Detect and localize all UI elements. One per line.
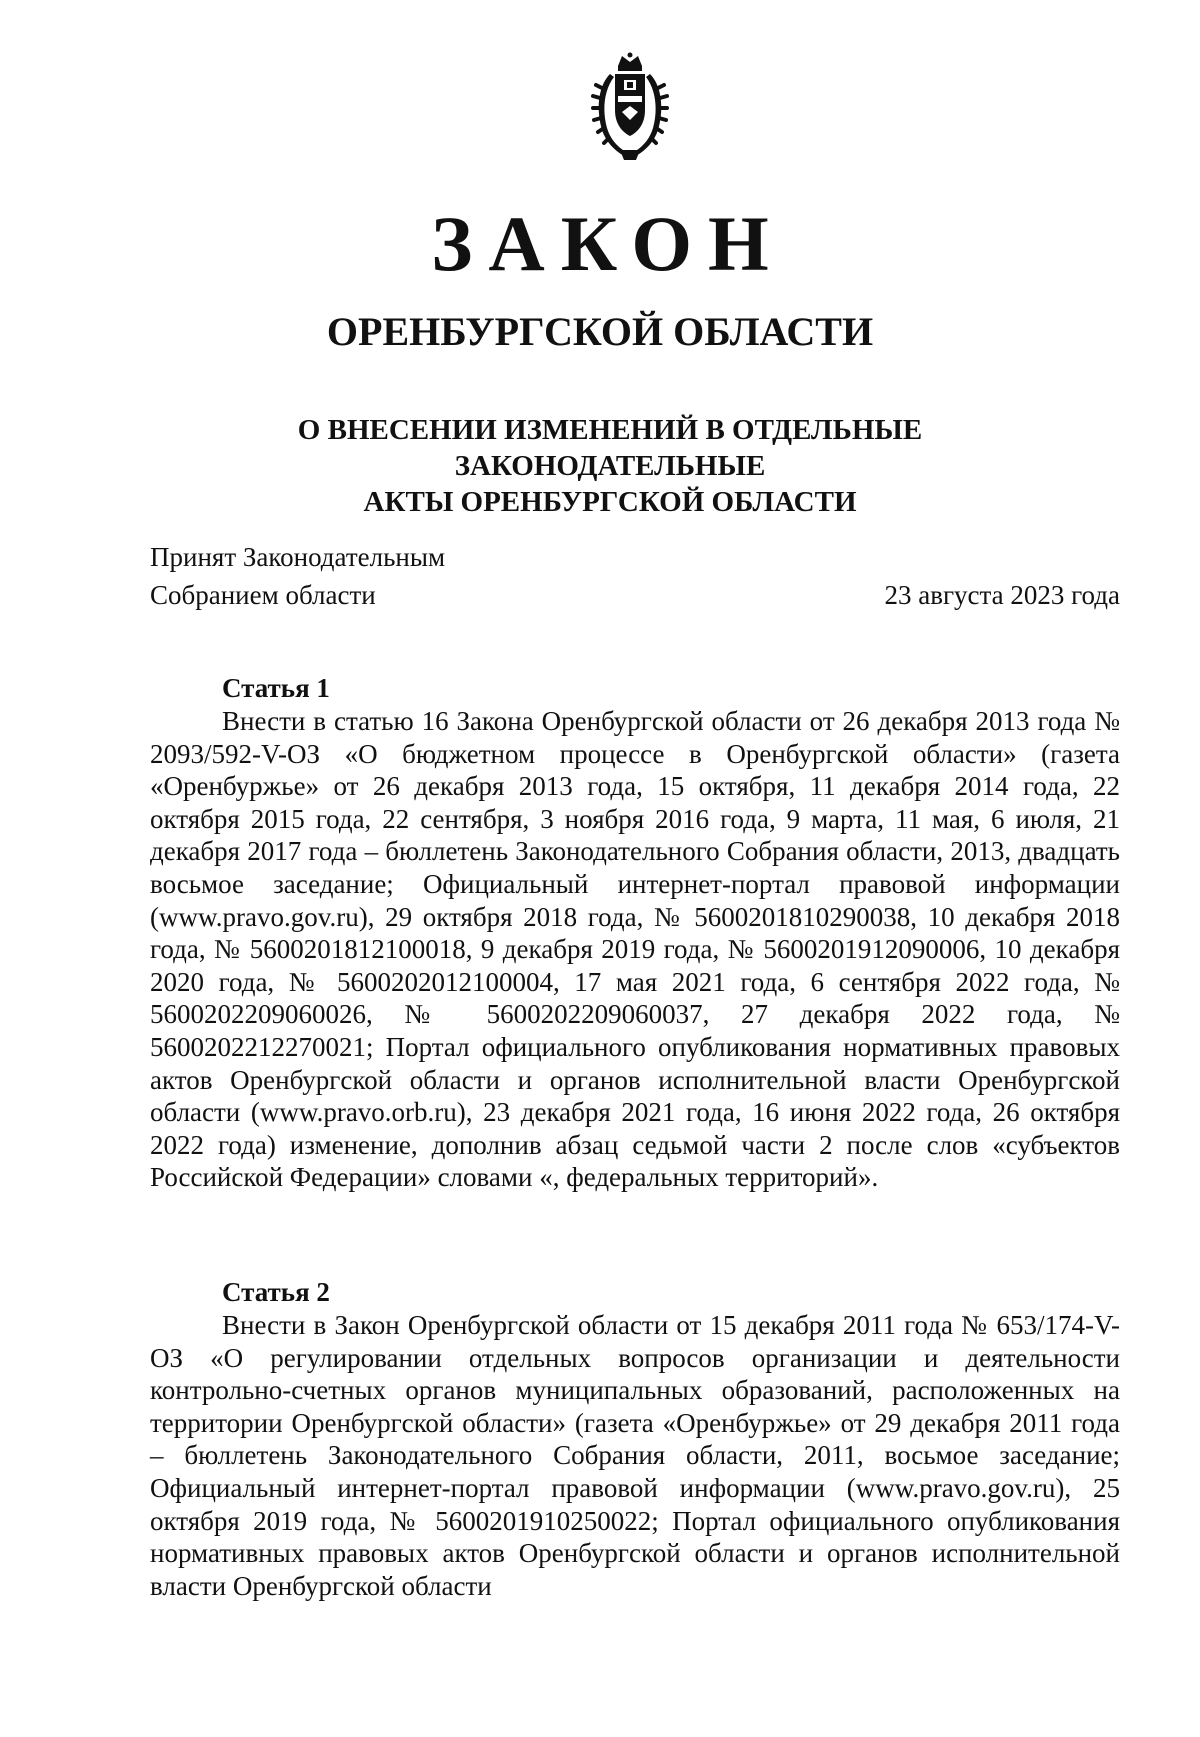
article-text: Внести в Закон Оренбургской области от 15 декабря 2011 года № 653/174-V-ОЗ «О регулировании отдельных вопросов организации и деятельности контрольно-счетных органов муниципальных образований, расположенных на территории Оренбургской области» (газета «Оренбуржье» от 29 декабря 2011 года – бюллетень Законодательного Собрания области, 2011, восьмое заседание; Официальный интернет-портал правовой информации (www.pravo.gov.ru), 25 октября 2019 года, № 5600201910250022; Портал официального опубликования нормативных правовых актов Оренбургской области и органов исполнительной власти Оренбургской области — [150, 1310, 1120, 1601]
law-title: ЗАКОН — [431, 200, 785, 287]
law-subject-line: АКТЫ ОРЕНБУРГСКОЙ ОБЛАСТИ — [363, 486, 857, 518]
article-2 — [150, 1276, 1120, 1602]
article-heading: Статья 2 — [222, 1277, 330, 1307]
law-subject — [140, 412, 1080, 520]
article-1 — [150, 672, 1120, 1194]
law-subject-line: О ВНЕСЕНИИ ИЗМЕНЕНИЙ В ОТДЕЛЬНЫЕ ЗАКОНОДАТЕЛЬНЫЕ — [297, 414, 923, 482]
article-text: Внести в статью 16 Закона Оренбургской области от 26 декабря 2013 года № 2093/592-V-ОЗ «О бюджетном процессе в Оренбургской области» (газета «Оренбуржье» от 26 декабря 2013 года, 15 октября, 11 декабря 2014 года, 22 октября 2015 года, 22 сентября, 3 ноября 2016 года, 9 марта, 11 мая, 6 июля, 21 декабря 2017 года – бюллетень Законодательного Собрания области, 2013, двадцать восьмое заседание; Официальный интернет-портал правовой информации (www.pravo.gov.ru), 29 октября 2018 года, № 5600201810290038, 10 декабря 2018 года, № 5600201812100018, 9 декабря 2019 года, № 5600201912090006, 10 декабря 2020 года, № 5600202012100004, 17 мая 2021 года, 6 сентября 2022 года, № 5600202209060026, № 5600202209060037, 27 декабря 2022 года, № 5600202212270021; Портал официального опубликования нормативных правовых актов Оренбургской области и органов исполнительной власти Оренбургской области (www.pravo.orb.ru), 23 декабря 2021 года, 16 июня 2022 года, 26 октября 2022 года) изменение, дополнив абзац седьмой части 2 после слов «субъектов Российской Федерации» словами «, федеральных территорий». — [150, 706, 1120, 1193]
coat-of-arms-emblem — [580, 52, 680, 162]
adoption-note — [150, 538, 445, 614]
adoption-line: Принят Законодательным — [150, 542, 446, 572]
region-name: ОРЕНБУРГСКОЙ ОБЛАСТИ — [326, 309, 874, 354]
adoption-line: Собранием области — [150, 580, 376, 610]
adoption-date: 23 августа 2023 года — [884, 580, 1120, 610]
article-heading: Статья 1 — [222, 673, 330, 703]
